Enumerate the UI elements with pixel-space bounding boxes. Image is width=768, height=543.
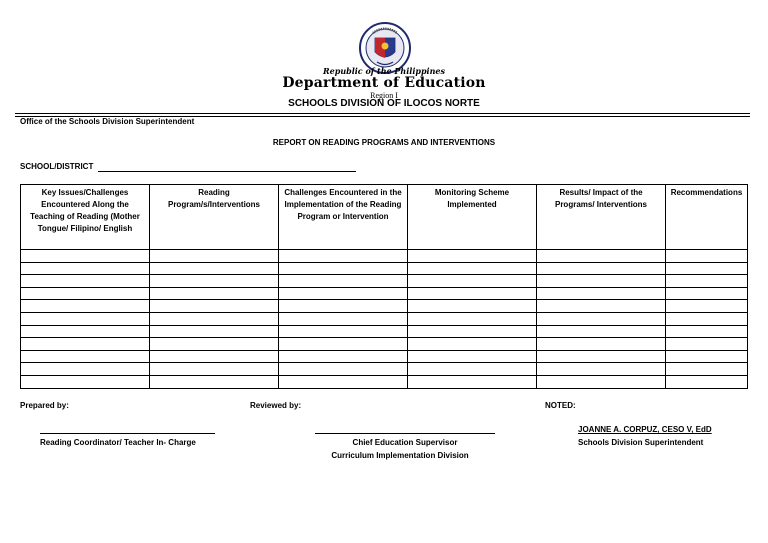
table-cell[interactable]	[279, 262, 408, 275]
table-cell[interactable]	[279, 312, 408, 325]
table-cell[interactable]	[279, 350, 408, 363]
col-monitoring: Monitoring Scheme Implemented	[408, 185, 537, 250]
table-cell[interactable]	[408, 312, 537, 325]
table-header-row	[21, 185, 748, 250]
table-row	[21, 300, 748, 313]
table-cell[interactable]	[150, 375, 279, 388]
table-cell[interactable]	[408, 338, 537, 351]
table-row	[21, 275, 748, 288]
noted-label: NOTED:	[545, 401, 576, 410]
table-cell[interactable]	[666, 312, 748, 325]
table-cell[interactable]	[408, 350, 537, 363]
table-cell[interactable]	[666, 325, 748, 338]
prepared-role: Reading Coordinator/ Teacher In- Charge	[40, 438, 196, 447]
table-row	[21, 363, 748, 376]
region-label: Region I	[370, 91, 398, 100]
table-cell[interactable]	[537, 312, 666, 325]
table-cell[interactable]	[279, 275, 408, 288]
office-label: Office of the Schools Division Superintendent	[20, 117, 195, 126]
table-cell[interactable]	[666, 338, 748, 351]
table-cell[interactable]	[150, 338, 279, 351]
header-rule	[15, 113, 750, 114]
reviewed-signature-line[interactable]	[315, 433, 495, 434]
table-cell[interactable]	[279, 363, 408, 376]
table-cell[interactable]	[150, 300, 279, 313]
table-cell[interactable]	[21, 312, 150, 325]
table-cell[interactable]	[279, 300, 408, 313]
table-body	[21, 250, 748, 389]
table-row	[21, 325, 748, 338]
table-cell[interactable]	[279, 287, 408, 300]
table-cell[interactable]	[408, 375, 537, 388]
table-cell[interactable]	[150, 250, 279, 263]
table-cell[interactable]	[537, 287, 666, 300]
division-label: SCHOOLS DIVISION OF ILOCOS NORTE	[288, 98, 480, 109]
col-key-issues: Key Issues/Challenges Encountered Along the Teaching of Reading (Mother Tongue/ Filipino/ English	[21, 185, 150, 250]
school-district-label: SCHOOL/DISTRICT	[20, 162, 94, 171]
table-cell[interactable]	[408, 250, 537, 263]
table-cell[interactable]	[666, 250, 748, 263]
col-challenges: Challenges Encountered in the Implementation of the Reading Program or Intervention	[279, 185, 408, 250]
department-title: Department of Education	[282, 75, 486, 91]
table-cell[interactable]	[537, 363, 666, 376]
table-row	[21, 350, 748, 363]
table-cell[interactable]	[150, 325, 279, 338]
table-cell[interactable]	[150, 363, 279, 376]
table-cell[interactable]	[666, 363, 748, 376]
table-cell[interactable]	[666, 300, 748, 313]
table-cell[interactable]	[537, 325, 666, 338]
school-district-blank[interactable]	[98, 171, 356, 172]
table-cell[interactable]	[21, 250, 150, 263]
table-cell[interactable]	[666, 350, 748, 363]
table-cell[interactable]	[150, 350, 279, 363]
col-results: Results/ Impact of the Programs/ Interventions	[537, 185, 666, 250]
table-cell[interactable]	[537, 250, 666, 263]
table-cell[interactable]	[279, 375, 408, 388]
table-cell[interactable]	[150, 287, 279, 300]
table-row	[21, 312, 748, 325]
table-cell[interactable]	[150, 312, 279, 325]
table-row	[21, 287, 748, 300]
table-cell[interactable]	[537, 300, 666, 313]
col-reading-programs: Reading Program/s/Interventions	[150, 185, 279, 250]
noted-role: Schools Division Superintendent	[578, 438, 704, 447]
table-cell[interactable]	[666, 287, 748, 300]
table-cell[interactable]	[21, 275, 150, 288]
col-recommendations: Recommendations	[666, 185, 748, 250]
table-cell[interactable]	[279, 338, 408, 351]
table-cell[interactable]	[408, 275, 537, 288]
prepared-by-label: Prepared by:	[20, 401, 69, 410]
table-cell[interactable]	[150, 275, 279, 288]
table-cell[interactable]	[21, 300, 150, 313]
table-cell[interactable]	[666, 275, 748, 288]
table-cell[interactable]	[21, 375, 150, 388]
table-cell[interactable]	[21, 338, 150, 351]
republic-line: Republic of the Philippines	[322, 66, 445, 76]
table-cell[interactable]	[279, 250, 408, 263]
report-table	[20, 184, 748, 389]
reviewed-role: Chief Education Supervisor	[352, 438, 458, 447]
table-row	[21, 250, 748, 263]
table-cell[interactable]	[666, 375, 748, 388]
table-row	[21, 375, 748, 388]
table-cell[interactable]	[537, 262, 666, 275]
table-cell[interactable]	[537, 338, 666, 351]
table-cell[interactable]	[21, 350, 150, 363]
table-cell[interactable]	[537, 350, 666, 363]
prepared-signature-line[interactable]	[40, 433, 215, 434]
table-cell[interactable]	[150, 262, 279, 275]
table-cell[interactable]	[666, 262, 748, 275]
table-cell[interactable]	[279, 325, 408, 338]
table-row	[21, 338, 748, 351]
reviewed-division: Curriculum Implementation Division	[331, 451, 469, 460]
table-cell[interactable]	[21, 363, 150, 376]
table-cell[interactable]	[21, 262, 150, 275]
reviewed-by-label: Reviewed by:	[250, 401, 302, 410]
table-row	[21, 262, 748, 275]
table-cell[interactable]	[408, 262, 537, 275]
table-cell[interactable]	[21, 287, 150, 300]
table-cell[interactable]	[537, 275, 666, 288]
noted-name: JOANNE A. CORPUZ, CESO V, EdD	[578, 425, 712, 434]
report-title: REPORT ON READING PROGRAMS AND INTERVENTIONS	[272, 138, 496, 147]
table-cell[interactable]	[408, 287, 537, 300]
table-cell[interactable]	[408, 300, 537, 313]
table-cell[interactable]	[21, 325, 150, 338]
table-cell[interactable]	[408, 325, 537, 338]
table-cell[interactable]	[408, 363, 537, 376]
table-cell[interactable]	[537, 375, 666, 388]
